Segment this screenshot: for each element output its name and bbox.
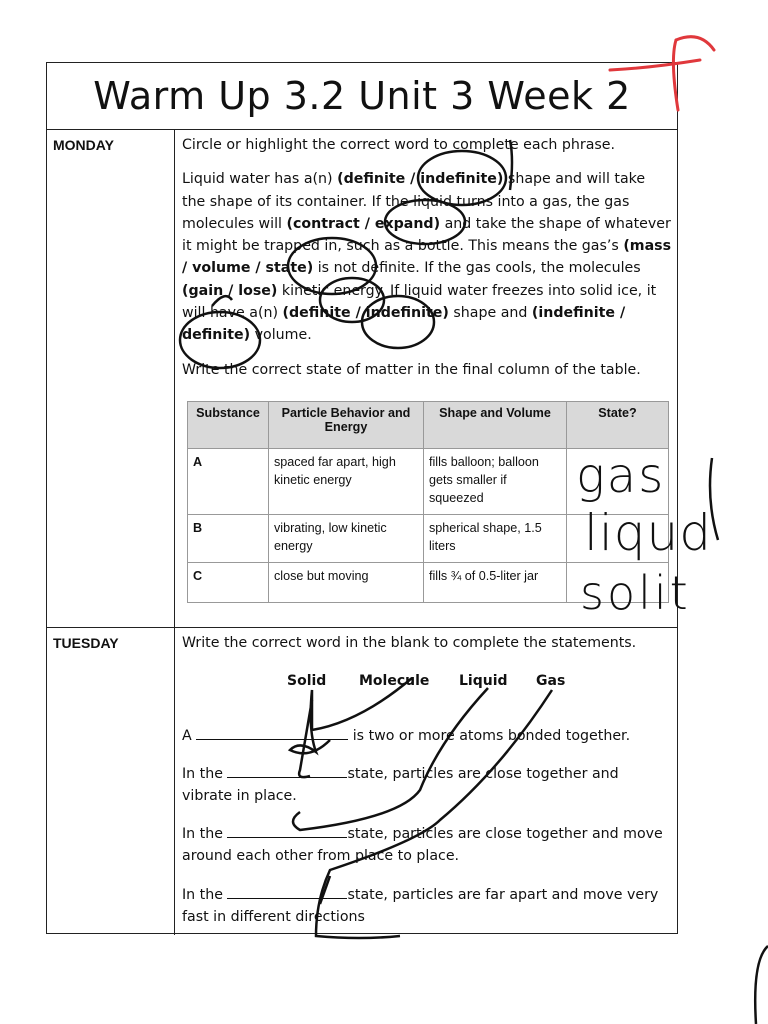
word-bank-item: Solid <box>287 673 327 689</box>
table-cell: fills ¾ of 0.5-liter jar <box>424 563 567 603</box>
statement-text: A <box>182 728 197 744</box>
handwritten-answer: solit <box>580 566 691 620</box>
answer-option-group[interactable]: (definite / indefinite) <box>282 305 449 322</box>
table-cell: spherical shape, 1.5 liters <box>424 515 567 563</box>
statement-text: state, particles are close together and vibrate in place. <box>182 766 619 804</box>
statement-3 <box>182 823 672 867</box>
table-header-row <box>188 402 669 449</box>
answer-option-group[interactable]: (mass / volume / state) <box>182 238 672 277</box>
answer-blank[interactable] <box>227 884 347 899</box>
passage-text: Liquid water has a(n) <box>182 171 338 188</box>
passage-text: shape and will take the shape of its container. If the liquid turns into a gas, the gas molecules will <box>182 171 646 232</box>
table-cell: fills balloon; balloon gets smaller if squeezed <box>424 449 567 515</box>
monday-instruction: Circle or highlight the correct word to complete each phrase. <box>182 137 616 153</box>
table-header: State? <box>567 402 669 449</box>
answer-option-group[interactable]: (contract / expand) <box>286 215 441 232</box>
stray-mark <box>755 946 768 1024</box>
table-header: Particle Behavior and Energy <box>269 402 424 449</box>
answer-option-group[interactable]: (gain / lose) <box>182 282 278 299</box>
table-cell: close but moving <box>269 563 424 603</box>
passage-text: volume. <box>250 327 312 344</box>
monday-passage <box>182 168 672 346</box>
table-cell: B <box>188 515 269 563</box>
answer-option-group[interactable]: (indefinite / definite) <box>182 305 626 344</box>
word-bank <box>287 673 565 689</box>
table-cell: C <box>188 563 269 603</box>
statement-4 <box>182 884 672 928</box>
monday-content <box>182 134 672 393</box>
word-bank-item: Gas <box>536 673 566 689</box>
column-divider <box>174 129 175 935</box>
word-bank-item: Liquid <box>459 673 508 689</box>
table-instruction: Write the correct state of matter in the final column of the table. <box>182 361 641 378</box>
handwritten-answer: liqud <box>584 504 712 562</box>
table-header: Substance <box>188 402 269 449</box>
statement-text: state, particles are close together and move around each other from place to place. <box>182 826 663 864</box>
statement-1 <box>182 725 672 747</box>
passage-text: kinetic energy. If liquid water freezes into solid ice, it will have a(n) <box>182 282 657 322</box>
statement-text: In the <box>182 826 228 842</box>
word-bank-item: Molecule <box>359 673 430 689</box>
tuesday-instruction: Write the correct word in the blank to complete the statements. <box>182 635 637 651</box>
red-mark <box>676 37 714 50</box>
statement-2 <box>182 763 672 807</box>
statement-text: In the <box>182 887 228 903</box>
tuesday-content <box>182 632 672 666</box>
statement-text: In the <box>182 766 228 782</box>
tuesday-label: TUESDAY <box>53 635 119 651</box>
answer-blank[interactable] <box>227 823 347 838</box>
answer-option-group[interactable]: (definite / indefinite) <box>337 171 504 188</box>
answer-blank[interactable] <box>227 763 347 778</box>
passage-text: is not definite. If the gas cools, the molecules <box>313 260 641 277</box>
handwritten-answer: gas <box>576 448 666 504</box>
answer-blank[interactable] <box>196 725 348 740</box>
page-title: Warm Up 3.2 Unit 3 Week 2 <box>93 74 631 118</box>
row-divider <box>47 627 677 628</box>
table-cell: spaced far apart, high kinetic energy <box>269 449 424 515</box>
passage-text: and take the shape of whatever it might be trapped in, such as a bottle. This means the gas’s <box>182 215 671 255</box>
passage-text: shape and <box>448 305 532 322</box>
title-row <box>47 63 677 130</box>
table-cell: vibrating, low kinetic energy <box>269 515 424 563</box>
statement-text: state, particles are far apart and move very fast in different directions <box>182 887 659 925</box>
statement-text: is two or more atoms bonded together. <box>348 728 631 744</box>
table-header: Shape and Volume <box>424 402 567 449</box>
table-cell: A <box>188 449 269 515</box>
monday-label: MONDAY <box>53 137 114 153</box>
